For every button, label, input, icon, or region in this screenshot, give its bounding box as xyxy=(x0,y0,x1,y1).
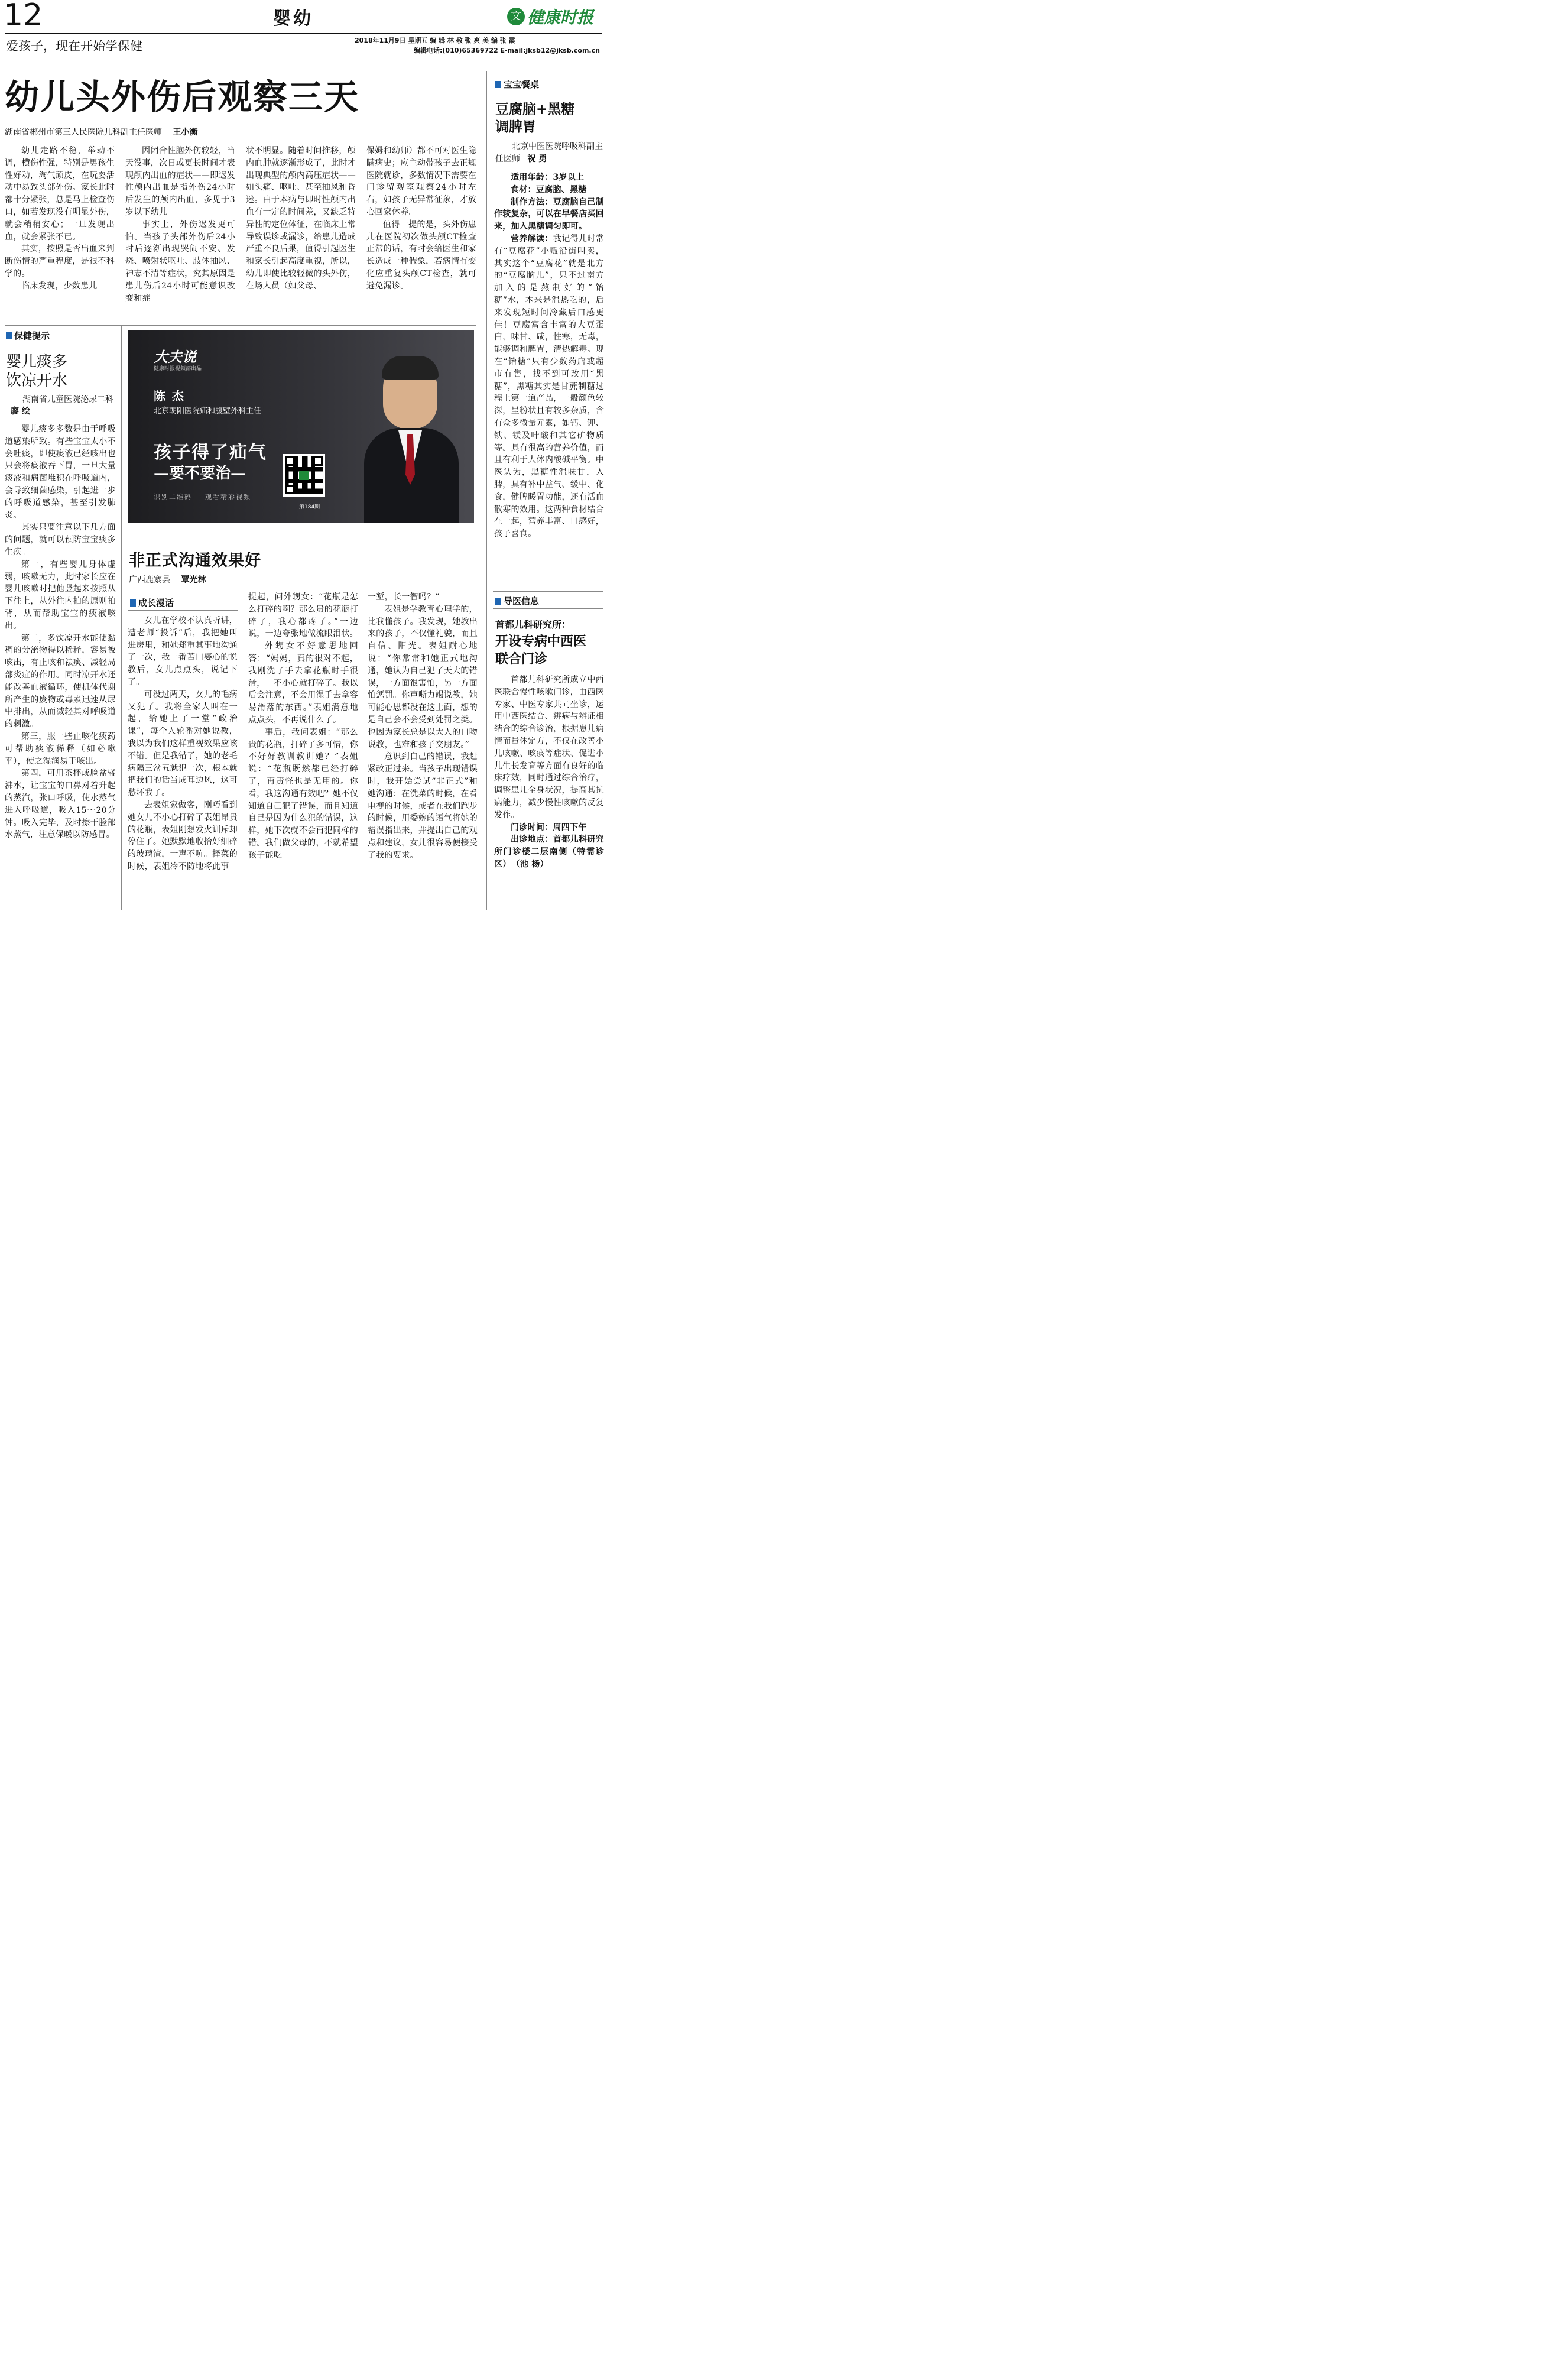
byline-org: 湖南省儿童医院泌尿二科 xyxy=(22,395,113,404)
main-col-3 xyxy=(246,145,356,293)
paragraph: 一堑，长一智吗？” xyxy=(368,592,440,602)
divider xyxy=(493,591,603,592)
video-ad-banner[interactable] xyxy=(128,330,474,523)
guide-kicker: 首都儿科研究所： xyxy=(495,619,572,630)
story-col-1 xyxy=(128,615,238,873)
guide-place-label: 出诊地点： xyxy=(511,835,553,845)
title-line: 联合门诊 xyxy=(495,651,548,667)
guide-body xyxy=(494,674,604,871)
main-article-title: 幼儿头外伤后观察三天 xyxy=(5,77,360,117)
paragraph: 首都儿科研究所成立中西医联合慢性咳嗽门诊，由西医专家、中医专家共同坐诊，运用中西医结合、辨病与辨证相结合的综合诊治，根据患儿病情而量体定方，不仅在改善小儿咳嗽、咳痰等症状、促进小儿生长发育等方面有良好的临床疗效，同时通过综合治疗，调整患儿全身状况，提高其抗病能力，减少慢性咳嗽的反复发作。 xyxy=(494,675,604,820)
ad-issue: 第184期 xyxy=(299,504,320,510)
divider xyxy=(5,325,476,326)
section-label-text: 导医信息 xyxy=(504,596,540,607)
section-marker-icon xyxy=(130,599,136,607)
meal-method xyxy=(494,196,604,233)
story-title: 非正式沟通效果好 xyxy=(129,552,261,570)
divider xyxy=(121,325,122,910)
byline-org: 广西鹿寨县 xyxy=(129,575,170,585)
section-marker-icon xyxy=(495,598,501,605)
guide-place-value: 首都儿科研究所门诊楼二层南侧（特需诊区） xyxy=(494,835,604,869)
meal-method-value: 豆腐脑自己制作较复杂，可以在早餐店买回来，加入黑糖调匀即可。 xyxy=(494,197,604,232)
title-line: 开设专病中西医 xyxy=(495,634,587,649)
section-label-text: 宝宝餐桌 xyxy=(504,79,540,90)
newspaper-logo xyxy=(507,6,593,27)
paragraph: 第四，可用茶杯或脸盆盛沸水，让宝宝的口鼻对着升起的蒸汽，张口呼吸，使水蒸气进入呼吸道，吸入15～20分钟。吸入完毕，及时擦干脸部水蒸气，注意保暖以防感冒。 xyxy=(5,769,116,840)
baby-meal-body xyxy=(494,171,604,540)
byline-name: 覃光林 xyxy=(181,575,206,585)
guide-place xyxy=(494,834,604,870)
byline-name: 廖 绘 xyxy=(11,407,30,416)
logo-mark-icon: 文 xyxy=(507,8,525,25)
byline-name: 王小衡 xyxy=(173,128,198,137)
meal-age-label: 适用年龄： xyxy=(511,173,553,182)
guide-title xyxy=(495,633,586,668)
paragraph: 意识到自己的错误，我赶紧改正过来。当孩子出现错误时，我开始尝试“非正式”和她沟通：在洗菜的时候，在看电视的时候，或者在我们跑步的时候，用委婉的语气将她的错误指出来，并提出自己的观点和建议，女儿很容易便接受了我的要求。 xyxy=(368,752,478,860)
paragraph: 外甥女不好意思地回答：“妈妈，真的很对不起，我刚洗了手去拿花瓶时手很滑，一不小心就打碎了。我以后会注意，不会用湿手去拿容易滑落的东西。”表姐满意地点点头，不再说什么了。 xyxy=(248,641,358,725)
baby-meal-title xyxy=(495,100,574,136)
ad-brand-sub: 健康时报视频部出品 xyxy=(154,366,202,372)
story-byline xyxy=(129,573,206,585)
story-col-2 xyxy=(248,591,358,862)
meal-food xyxy=(494,184,604,196)
meal-food-label: 食材： xyxy=(511,184,536,194)
paragraph: 因闭合性脑外伤较轻，当天没事，次日或更长时间才表现颅内出血的症状——即迟发性颅内出血是指外伤24小时后发生的颅内出血，多见于3岁以下幼儿。 xyxy=(125,146,235,217)
main-byline xyxy=(5,126,197,138)
story-col-3 xyxy=(368,591,478,862)
ad-brand: 大夫说 xyxy=(154,349,196,365)
ad-doctor-title: 北京朝阳医院疝和腹壁外科主任 xyxy=(154,407,262,416)
paragraph: 状不明显。随着时间推移，颅内血肿就逐渐形成了，此时才出现典型的颅内高压症状——如头痛、呕吐、甚至抽风和昏迷。由于本病与即时性颅内出血有一定的时间差，又缺乏特异性的定位体征，在临床上常导致误诊或漏诊，给患儿造成严重不良后果，值得引起医生和家长引起高度重视，所以，幼儿即使比较轻微的头外伤，在场人员（如父母、 xyxy=(246,146,356,291)
paragraph: 事后，我问表姐：“那么贵的花瓶，打碎了多可惜，你不好好教训教训她？”表姐说：“花瓶既然都已经打碎了，再责怪也是无用的。你看，我这沟通有效吧？她不仅知道自己犯了错误，而且知道自己是因为什么犯的错误，这样，她下次就不会再犯同样的错。我们做父母的，不就希望孩子能吃 xyxy=(248,727,358,860)
meal-method-label: 制作方法： xyxy=(511,197,553,207)
section-label-text: 成长漫话 xyxy=(138,598,174,608)
paragraph: 幼儿走路不稳，举动不调，横伤性强，特别是男孩生性好动，淘气顽皮，在玩耍活动中易致头部外伤。家长此时都十分紧张，总是马上检查伤口，如若发现没有明显外伤，就会稍稍安心；一旦发现出血，就会紧张不已。 xyxy=(5,146,115,242)
guide-time xyxy=(494,822,604,834)
qr-code[interactable] xyxy=(283,454,325,497)
ad-headline-1: 孩子得了疝气 xyxy=(154,442,267,463)
guide-time-label: 门诊时间： xyxy=(511,822,553,832)
title-line: 饮凉开水 xyxy=(6,372,68,390)
section-marker-icon xyxy=(6,332,12,339)
paragraph: 事实上，外伤迟发更可怕。当孩子头部外伤后24小时后逐渐出现哭闹不安、发烧、喷射状呕吐、肢体抽风、神志不清等症状，究其原因是患儿伤后24小时可能意识改变和症 xyxy=(125,219,235,303)
guide-author: （池 杨） xyxy=(515,859,548,869)
meal-nutrition xyxy=(494,233,604,540)
paragraph: 第二，多饮凉开水能使黏稠的分泌物得以稀释，容易被咳出，有止咳和祛痰、减轻局部炎症的作用。同时凉开水还能改善血液循环，使机体代谢所产生的废物或毒素迅速从尿中排出，从而减轻其对呼吸道的刺激。 xyxy=(5,633,116,729)
title-line: 婴儿痰多 xyxy=(6,353,68,371)
paragraph: 第一，有些婴儿身体虚弱，咳嗽无力，此时家长应在婴儿咳嗽时把他竖起来按照从下往上，从外往内拍的原则拍背，从而帮助宝宝的痰液咳出。 xyxy=(5,559,116,631)
section-title: 婴幼 xyxy=(273,8,313,29)
section-label-growth xyxy=(130,596,174,609)
title-line: 豆腐脑+黑糖 xyxy=(495,101,575,117)
paragraph: 婴儿痰多多数是由于呼吸道感染所致。有些宝宝太小不会吐痰，即使痰液已经咳出也只会将痰液吞下胃，一旦大量痰液和病菌堆积在呼吸道内，会导致细菌感染，引起进一步的呼吸道感染，甚至引发肺炎。 xyxy=(5,424,116,520)
divider xyxy=(128,610,238,611)
ad-doctor-name: 陈 杰 xyxy=(154,389,185,403)
paragraph: 可没过两天，女儿的毛病又犯了。我将全家人叫在一起，给她上了一堂“政治课”，每个人轮番对她说教，我以为我们这样重视效果应该不错。但是我错了，她的老毛病隔三岔五就犯一次，根本就把我们的话当成耳边风，这可愁坏我了。 xyxy=(128,689,238,798)
paragraph: 其实只要注意以下几方面的问题，就可以预防宝宝痰多生疾。 xyxy=(5,523,116,557)
page-number: 12 xyxy=(4,0,43,33)
main-col-4 xyxy=(366,145,476,293)
paragraph: 临床发现，少数患儿 xyxy=(21,281,98,291)
paragraph: 提起，问外甥女：“花瓶是怎么打碎的啊？那么贵的花瓶打碎了，我心都疼了。”一边说，一边夸张地做流眼泪状。 xyxy=(248,592,358,639)
paragraph: 第三，服一些止咳化痰药可帮助痰液稀释（如必嗽平），使之湿润易于咳出。 xyxy=(5,731,116,766)
contact-info: 编辑电话:(010)65369722 E-mail:jksb12@jksb.com.cn xyxy=(414,47,600,54)
paragraph: 保姆和幼师）都不可对医生隐瞒病史；应主动带孩子去正规医院就诊，多数情况下需要在门诊留观室观察24小时左右，如孩子无异常征象，才放心回家休养。 xyxy=(366,146,476,217)
paragraph: 其实，按照是否出血来判断伤情的严重程度，是很不科学的。 xyxy=(5,244,115,278)
qr-logo-icon xyxy=(299,471,309,480)
section-label-baby-meal xyxy=(495,78,539,90)
header-rule xyxy=(5,33,602,34)
doctor-portrait xyxy=(352,330,474,523)
paragraph: 值得一提的是，头外伤患儿在医院初次做头颅CT检查正常的话，有时会给医生和家长造成一种假象，若病情有变化应重复头颅CT检查，就可避免漏诊。 xyxy=(366,219,476,291)
divider xyxy=(486,71,487,910)
meal-age xyxy=(494,171,604,184)
section-marker-icon xyxy=(495,81,501,88)
byline-name: 祝 勇 xyxy=(527,154,547,164)
meal-food-value: 豆腐脑、黑糖 xyxy=(535,184,587,194)
main-col-2 xyxy=(125,145,235,304)
title-line: 调脾胃 xyxy=(495,119,536,135)
health-tips-byline xyxy=(6,394,116,417)
main-col-1 xyxy=(5,145,115,293)
ad-qr-hint: 识别二维码 观看精彩视频 xyxy=(154,493,251,501)
slogan: 爱孩子，现在开始学保健 xyxy=(6,39,142,53)
guide-time-value: 周四下午 xyxy=(553,822,587,832)
health-tips-body xyxy=(5,423,116,841)
meal-nutrition-value: 我记得儿时常有“豆腐花”小贩沿街叫卖，其实这个“豆腐花”就是北方的“豆腐脑儿”，只不过南方加入的是熬制好的“饴糖”水，本来是温热吃的，后来发现短时间冷藏后口感更佳！豆腐富含丰富的大豆蛋白，味甘、咸，性寒，无毒，能够调和脾胃，清热解毒。现在“饴糖”只有少数药店或超市有售，找不到可改用“黑糖”，黑糖其实是甘蔗制糖过程上第一道产品，一般颜色较深，呈粉状且有较多杂质，含有众多微量元素，如钙、钾、铁、镁及叶酸和其它矿物质等。具有很高的营养价值，而且有利于人体内酸碱平衡。中医认为，黑糖性温味甘，入脾，具有补中益气、缓中、化食，健脾暖胃功能，还有活血散寒的效用。这两种食材结合在一起，营养丰富、口感好，孩子喜食。 xyxy=(494,234,604,539)
divider xyxy=(493,608,603,609)
ad-headline-2: —要不要治— xyxy=(154,465,246,482)
byline-org: 湖南省郴州市第三人民医院儿科副主任医师 xyxy=(5,128,162,137)
byline-org: 北京中医医院呼吸科副主任医师 xyxy=(495,142,603,164)
paragraph: 表姐是学教育心理学的，比我懂孩子。我发现，她教出来的孩子，不仅懂礼貌，而且自信、阳光。表姐耐心地说：“你常常和她正式地沟通，她认为自己犯了天大的错误，一方面很害怕，另一方面怕惩罚。你声嘶力竭说教，她可能心思都没在这上面，想的是自己会不会受到处罚之类。也因为家长总是以大人的口吻说教，也难和孩子交朋友。” xyxy=(368,604,478,750)
date-editors: 2018年11月9日 星期五 编 辑 林 敬 张 爽 美 编 张 霞 xyxy=(355,37,515,44)
health-tips-title xyxy=(6,352,67,390)
section-label-text: 保健提示 xyxy=(14,330,50,341)
section-label-health-tips xyxy=(6,329,50,342)
logo-text: 健康时报 xyxy=(527,8,594,27)
meal-nutrition-label: 营养解读： xyxy=(511,234,553,244)
paragraph: 去表姐家做客，刚巧看到她女儿不小心打碎了表姐昂贵的花瓶，表姐刚想发火训斥却停住了。她默默地收拾好细碎的玻璃渣，一声不吭。择菜的时候，表姐冷不防地将此事 xyxy=(128,800,238,871)
paragraph: 女儿在学校不认真听讲，遭老师“投诉”后，我把她叫进房里，和她郑重其事地沟通了一次，我一番苦口婆心的说教后，女儿点点头，说记下了。 xyxy=(128,616,238,687)
meal-age-value: 3岁以上 xyxy=(553,173,585,182)
section-label-guide xyxy=(495,595,539,607)
baby-meal-byline xyxy=(495,141,603,166)
